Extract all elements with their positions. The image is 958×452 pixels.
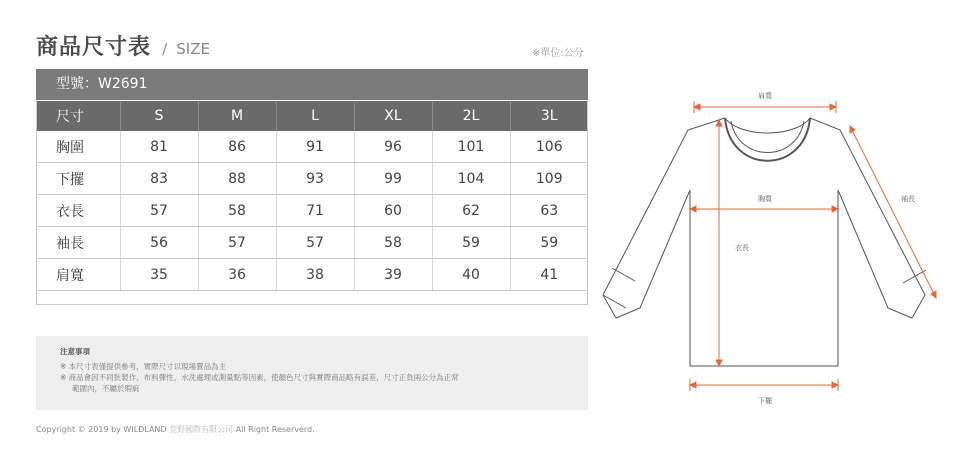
size-header-3l: 3L bbox=[510, 101, 588, 131]
table-cell: 88 bbox=[198, 163, 276, 195]
sleeve-arrow bbox=[850, 126, 936, 298]
table-cell: 59 bbox=[432, 227, 510, 259]
row-label: 衣長 bbox=[36, 195, 120, 227]
table-cell: 41 bbox=[510, 259, 588, 291]
table-row-length bbox=[36, 195, 588, 227]
page-title bbox=[36, 30, 210, 61]
table-cell: 62 bbox=[432, 195, 510, 227]
row-label: 下擺 bbox=[36, 163, 120, 195]
size-header-xl: XL bbox=[354, 101, 432, 131]
table-row-shoulder bbox=[36, 259, 588, 291]
sleeve-label: 袖長 bbox=[901, 195, 915, 203]
table-cell: 38 bbox=[276, 259, 354, 291]
model-number-bar: 型號：W2691 bbox=[36, 69, 588, 100]
table-cell: 59 bbox=[510, 227, 588, 259]
copyright-company: 荒野國際有限公司 bbox=[169, 425, 234, 434]
table-cell: 58 bbox=[354, 227, 432, 259]
chest-label: 胸寬 bbox=[758, 195, 772, 203]
table-row-hem bbox=[36, 163, 588, 195]
title-separator: / bbox=[162, 40, 168, 58]
size-header-2l: 2L bbox=[432, 101, 510, 131]
table-cell: 35 bbox=[120, 259, 198, 291]
shoulder-label: 肩寬 bbox=[758, 92, 772, 100]
table-row-chest bbox=[36, 131, 588, 163]
copyright-en: Copyright © 2019 by WILDLAND bbox=[36, 425, 167, 434]
size-header-label: 尺寸 bbox=[36, 101, 120, 131]
note-line: ※ 商品會因不同批製作、布料彈性、水洗處理或測量點等因素，使顏色尺寸與實際商品略有誤差，尺寸正負兩公分為正常 bbox=[60, 373, 459, 382]
shirt-collar-inner bbox=[731, 121, 804, 153]
hem-label: 下擺 bbox=[758, 397, 772, 405]
copyright bbox=[36, 424, 315, 435]
size-header-m: M bbox=[198, 101, 276, 131]
table-cell: 39 bbox=[354, 259, 432, 291]
note-line: ※ 本尺寸表僅提供參考，實際尺寸以現場賣品為主 bbox=[60, 362, 227, 371]
table-cell: 96 bbox=[354, 131, 432, 163]
table-cell: 60 bbox=[354, 195, 432, 227]
table-cell: 36 bbox=[198, 259, 276, 291]
table-cell: 93 bbox=[276, 163, 354, 195]
shirt-cuff-left bbox=[603, 268, 635, 308]
table-cell: 101 bbox=[432, 131, 510, 163]
size-header-l: L bbox=[276, 101, 354, 131]
row-label: 肩寬 bbox=[36, 259, 120, 291]
table-cell: 57 bbox=[276, 227, 354, 259]
shirt-measurement-diagram bbox=[590, 80, 950, 420]
table-cell: 99 bbox=[354, 163, 432, 195]
shirt-outline bbox=[603, 118, 925, 366]
table-row-sleeve bbox=[36, 227, 588, 259]
table-cell: 56 bbox=[120, 227, 198, 259]
copyright-tail: All Right Reserverd. bbox=[235, 425, 315, 434]
unit-note: ※單位:公分 bbox=[532, 48, 584, 59]
table-cell: 106 bbox=[510, 131, 588, 163]
table-cell: 58 bbox=[198, 195, 276, 227]
length-label: 衣長 bbox=[735, 244, 749, 252]
table-cell: 91 bbox=[276, 131, 354, 163]
title-subtitle: SIZE bbox=[176, 40, 210, 58]
table-cell: 40 bbox=[432, 259, 510, 291]
title-main: 商品尺寸表 bbox=[36, 35, 152, 60]
notes-title: 注意事項 bbox=[60, 347, 90, 356]
size-table bbox=[36, 101, 588, 291]
note-line: 範圍內，不屬於瑕疵 bbox=[72, 384, 140, 393]
table-cell: 57 bbox=[198, 227, 276, 259]
table-cell: 63 bbox=[510, 195, 588, 227]
notes-box bbox=[36, 336, 588, 410]
table-cell: 109 bbox=[510, 163, 588, 195]
table-cell: 86 bbox=[198, 131, 276, 163]
table-cell: 57 bbox=[120, 195, 198, 227]
shirt-collar bbox=[725, 118, 810, 161]
table-cell: 81 bbox=[120, 131, 198, 163]
table-cell: 83 bbox=[120, 163, 198, 195]
table-cell: 104 bbox=[432, 163, 510, 195]
size-header-s: S bbox=[120, 101, 198, 131]
table-cell: 71 bbox=[276, 195, 354, 227]
row-label: 袖長 bbox=[36, 227, 120, 259]
row-label: 胸圍 bbox=[36, 131, 120, 163]
size-header-row bbox=[36, 101, 588, 131]
